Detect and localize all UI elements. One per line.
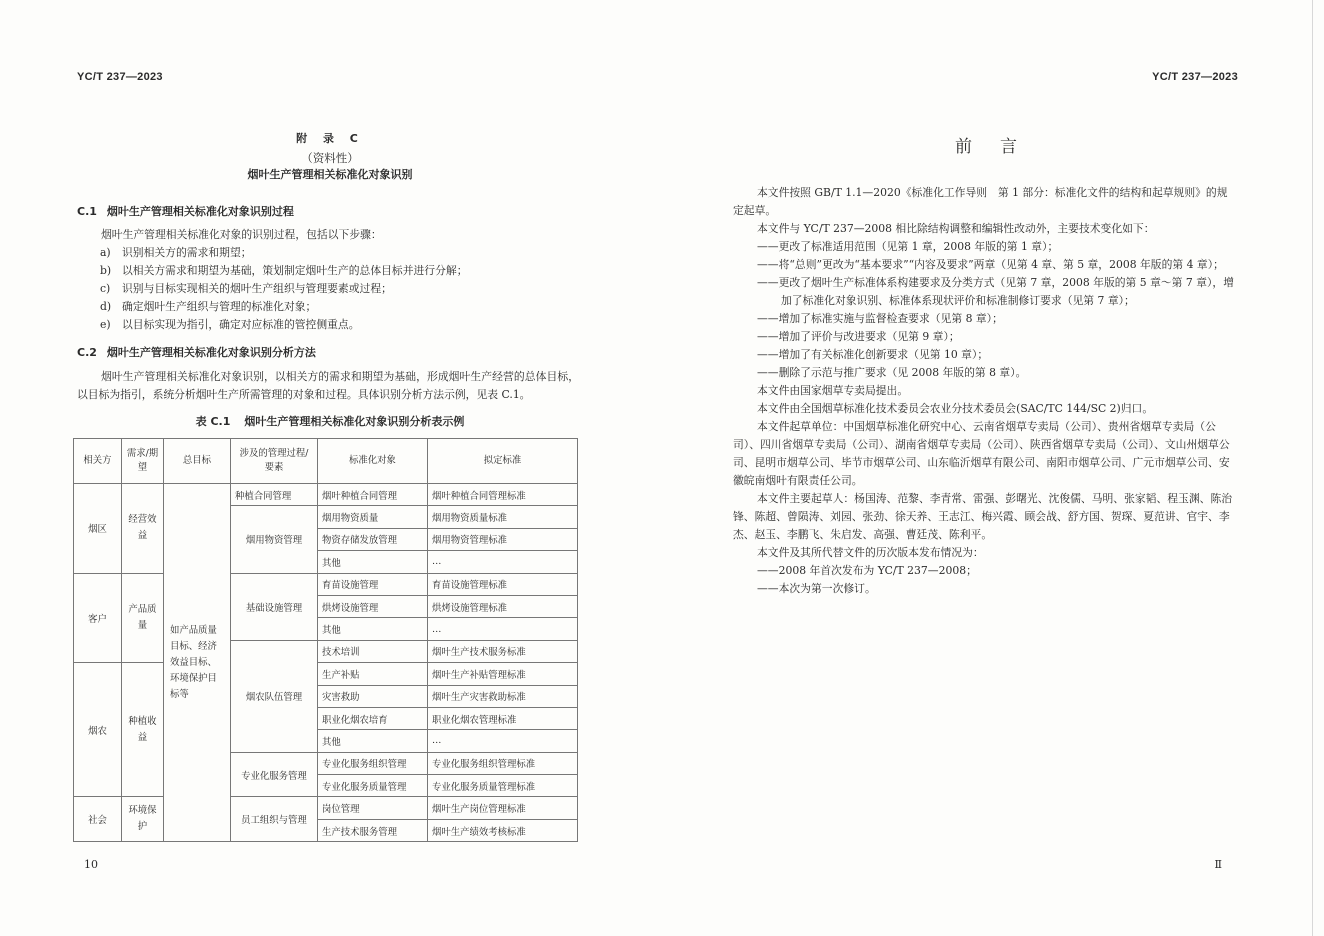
list-item: c) 识别与目标实现相关的烟叶生产组织与管理要素或过程；: [100, 282, 392, 295]
column-header: 总目标: [164, 439, 231, 484]
object-cell: 其他: [318, 551, 428, 573]
standard-cell: 烘烤设施管理标准: [428, 595, 578, 617]
list-item: b) 以相关方需求和期望为基础，策划制定烟叶生产的总体目标并进行分解；: [100, 264, 468, 277]
foreword-line: ——2008 年首次发布为 YC/T 237—2008；: [757, 564, 977, 577]
stakeholder-cell: 烟农: [74, 663, 122, 797]
column-header: 拟定标准: [428, 439, 578, 484]
c2-paragraph: 烟叶生产管理相关标准化对象识别，以相关方的需求和期望为基础，形成烟叶生产经营的总体目标，以目标为指引，系统分析烟叶生产所需管理的对象和过程。具体识别分析方法示例，见表 C.1。: [77, 370, 579, 401]
annex-subtitle: （资料性）: [301, 151, 359, 165]
standard-cell: 职业化烟农管理标准: [428, 707, 578, 729]
object-cell: 技术培训: [318, 640, 428, 662]
foreword-line: ——本次为第一次修订。: [757, 582, 876, 595]
table-row: [74, 797, 578, 819]
foreword-line: 本文件主要起草人：杨国涛、范黎、李青常、雷强、彭曙光、沈俊儒、马明、张家韬、程玉渊、陈治锋、陈超、曾陨涛、刘园、张劲、徐天养、王志江、梅兴霞、顾会战、舒方国、贺琛、夏范讲、官宇、李杰、赵玉、李鹏飞、朱启发、高强、曹廷茂、陈利平。: [733, 492, 1233, 541]
clause-title: 烟叶生产管理相关标准化对象识别分析方法: [106, 346, 316, 359]
standard-cell: …: [428, 730, 578, 752]
standard-cell: 烟叶生产灾害救助标准: [428, 685, 578, 707]
foreword-line: 本文件按照 GB/T 1.1—2020《标准化工作导则 第 1 部分：标准化文件的结构和起草规则》的规定起草。: [733, 186, 1228, 217]
annex-name: 烟叶生产管理相关标准化对象识别: [247, 168, 413, 181]
object-cell: 烘烤设施管理: [318, 595, 428, 617]
standard-cell: 专业化服务组织管理标准: [428, 752, 578, 774]
foreword-line: ——将“总则”更改为“基本要求”“内容及要求”两章（见第 4 章、第 5 章，2008 年版的第 4 章）；: [757, 258, 1224, 271]
foreword-line: ——增加了有关标准化创新要求（见第 10 章）；: [757, 348, 989, 361]
foreword-line: 本文件及其所代替文件的历次版本发布情况为：: [757, 546, 984, 559]
stakeholder-cell: 客户: [74, 573, 122, 663]
process-cell: 员工组织与管理: [231, 797, 318, 842]
table-row: [74, 484, 578, 506]
c1-intro: 烟叶生产管理相关标准化对象的识别过程，包括以下步骤：: [101, 228, 382, 241]
object-cell: 生产技术服务管理: [318, 819, 428, 841]
need-cell: 环境保护: [122, 797, 164, 842]
process-cell: 种植合同管理: [231, 484, 318, 506]
need-cell: 产品质量: [122, 573, 164, 663]
clause-c1-heading: [77, 203, 294, 219]
foreword-line: ——删除了示范与推广要求（见 2008 年版的第 8 章）。: [757, 366, 1027, 379]
object-cell: 烟叶种植合同管理: [318, 484, 428, 506]
foreword-line: ——增加了标准实施与监督检查要求（见第 8 章）；: [757, 312, 1003, 325]
object-cell: 生产补贴: [318, 663, 428, 685]
foreword-line: ——增加了评价与改进要求（见第 9 章）；: [757, 330, 960, 343]
column-header: 相关方: [74, 439, 122, 484]
standard-cell: 烟叶生产绩效考核标准: [428, 819, 578, 841]
clause-c2-heading: [77, 344, 316, 360]
foreword-line: ——更改了烟叶生产标准体系构建要求及分类方式（见第 7 章，2008 年版的第 5 章～第 7 章），增: [757, 276, 1234, 289]
object-cell: 岗位管理: [318, 797, 428, 819]
page-edge-line: [1312, 0, 1313, 936]
clause-title: 烟叶生产管理相关标准化对象识别过程: [106, 205, 294, 218]
standard-cell: 烟用物资管理标准: [428, 528, 578, 550]
table-caption: 表 C.1 烟叶生产管理相关标准化对象识别分析表示例: [195, 415, 465, 428]
clause-number: C.2: [77, 346, 97, 359]
left-standard-code: YC/T 237—2023: [77, 71, 163, 83]
object-cell: 其他: [318, 730, 428, 752]
column-header: 标准化对象: [318, 439, 428, 484]
clause-number: C.1: [77, 205, 97, 218]
left-page-number: 10: [84, 858, 98, 871]
process-cell: 烟农队伍管理: [231, 640, 318, 752]
object-cell: 职业化烟农培育: [318, 707, 428, 729]
foreword-line: 本文件由全国烟草标准化技术委员会农业分技术委员会(SAC/TC 144/SC 2)归口。: [757, 402, 1154, 415]
object-cell: 专业化服务组织管理: [318, 752, 428, 774]
left-page: [0, 0, 660, 936]
object-cell: 物资存储发放管理: [318, 528, 428, 550]
standard-cell: 烟叶种植合同管理标准: [428, 484, 578, 506]
foreword-line: 本文件由国家烟草专卖局提出。: [757, 384, 909, 397]
process-cell: 烟用物资管理: [231, 506, 318, 573]
object-cell: 烟用物资质量: [318, 506, 428, 528]
right-standard-code: YC/T 237—2023: [1152, 71, 1238, 83]
process-cell: 专业化服务管理: [231, 752, 318, 797]
standard-cell: 烟用物资质量标准: [428, 506, 578, 528]
standard-cell: 烟叶生产技术服务标准: [428, 640, 578, 662]
table-row: [74, 573, 578, 595]
column-header: 涉及的管理过程/要素: [231, 439, 318, 484]
object-cell: 灾害救助: [318, 685, 428, 707]
column-header: 需求/期望: [122, 439, 164, 484]
standard-cell: 专业化服务质量管理标准: [428, 775, 578, 797]
table-header-row: [74, 439, 578, 484]
table-row: [74, 663, 578, 685]
standard-cell: 烟叶生产岗位管理标准: [428, 797, 578, 819]
object-cell: 育苗设施管理: [318, 573, 428, 595]
foreword-line: 本文件起草单位：中国烟草标准化研究中心、云南省烟草专卖局（公司）、贵州省烟草专卖局（公司）、四川省烟草专卖局（公司）、湖南省烟草专卖局（公司）、陕西省烟草专卖局（公司）、文山州烟草公司、昆明市烟草公司、毕节市烟草公司、山东临沂烟草有限公司、南阳市烟草公司、广元市烟草公司、安徽皖南烟叶有限责任公司。: [733, 420, 1230, 487]
stakeholder-cell: 烟区: [74, 484, 122, 574]
foreword-line: 加了标准化对象识别、标准体系现状评价和标准制修订要求（见第 7 章）；: [781, 294, 1135, 307]
right-page-number: Ⅱ: [1214, 858, 1222, 871]
object-cell: 专业化服务质量管理: [318, 775, 428, 797]
foreword-line: 本文件与 YC/T 237—2008 相比除结构调整和编辑性改动外，主要技术变化如下：: [757, 222, 1155, 235]
standard-cell: 育苗设施管理标准: [428, 573, 578, 595]
object-cell: 其他: [318, 618, 428, 640]
standard-cell: 烟叶生产补贴管理标准: [428, 663, 578, 685]
standard-cell: …: [428, 551, 578, 573]
need-cell: 种植收益: [122, 663, 164, 797]
stakeholder-cell: 社会: [74, 797, 122, 842]
foreword-line: ——更改了标准适用范围（见第 1 章，2008 年版的第 1 章）；: [757, 240, 1059, 253]
goal-cell: 如产品质量目标、经济效益目标、环境保护目标等: [164, 484, 231, 842]
list-item: d) 确定烟叶生产组织与管理的标准化对象；: [100, 300, 317, 313]
list-item: a) 识别相关方的需求和期望；: [100, 246, 252, 259]
annex-title: 附 录 C: [296, 132, 364, 145]
list-item: e) 以目标实现为指引，确定对应标准的管控侧重点。: [100, 318, 360, 331]
process-cell: 基础设施管理: [231, 573, 318, 640]
need-cell: 经营效益: [122, 484, 164, 574]
standard-cell: …: [428, 618, 578, 640]
analysis-table: [73, 438, 578, 842]
foreword-title: 前言: [955, 137, 1045, 157]
